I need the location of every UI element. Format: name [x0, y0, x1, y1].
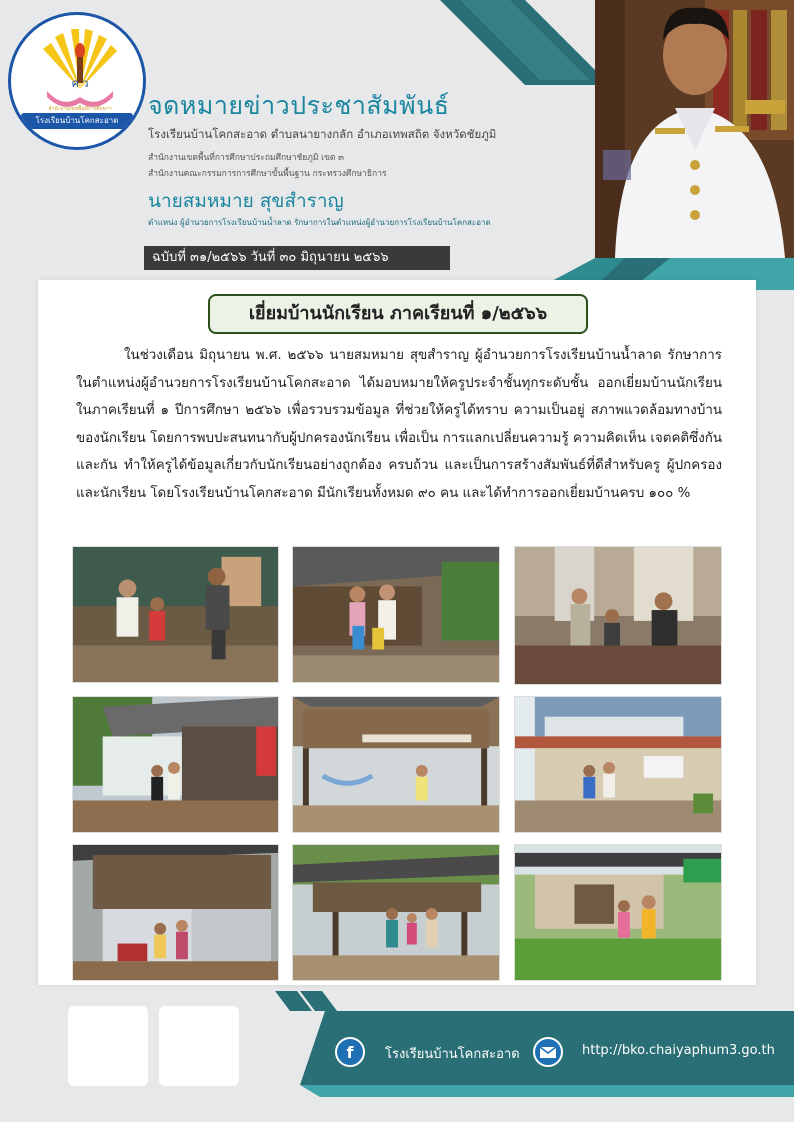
- director-name: นายสมหมาย สุขสำราญ: [148, 190, 344, 212]
- photo-grid: [72, 546, 722, 981]
- article-body: [76, 342, 722, 507]
- footer-qr-box-2: [159, 1006, 239, 1086]
- article-card: [38, 280, 756, 985]
- home-visit-photo-4: [72, 696, 279, 833]
- director-photo: [595, 0, 794, 258]
- svg-text:f: f: [346, 1043, 354, 1062]
- school-logo: [8, 12, 146, 150]
- home-visit-photo-9: [514, 844, 722, 981]
- home-visit-photo-8: [292, 844, 500, 981]
- office-line-2: สำนักงานคณะกรรมการการศึกษาขั้นพื้นฐาน กระทรวงศึกษาธิการ: [148, 169, 387, 179]
- school-address: โรงเรียนบ้านโคกสะอาด ตำบลนายางกลัก อำเภอเทพสถิต จังหวัดชัยภูมิ: [148, 127, 497, 141]
- footer-qr-box-1: [68, 1006, 148, 1086]
- office-line-1: สำนักงานเขตพื้นที่การศึกษาประถมศึกษาชัยภูมิ เขต ๓: [148, 153, 344, 163]
- home-visit-photo-5: [292, 696, 500, 833]
- issue-number-bar: ฉบับที่ ๓๑/๒๕๖๖ วันที่ ๓๐ มิถุนายน ๒๕๖๖: [144, 246, 450, 270]
- article-headline: เยี่ยมบ้านนักเรียน ภาคเรียนที่ ๑/๒๕๖๖: [208, 294, 588, 334]
- home-visit-photo-6: [514, 696, 722, 833]
- page-title: จดหมายข่าวประชาสัมพันธ์: [148, 91, 450, 120]
- home-visit-photo-3: [514, 546, 722, 685]
- logo-banner: โรงเรียนบ้านโคกสะอาด: [21, 113, 133, 129]
- mail-icon[interactable]: [533, 1037, 563, 1067]
- director-role: ตำแหน่ง ผู้อำนวยการโรงเรียนบ้านน้ำลาด รักษาการในตำแหน่งผู้อำนวยการโรงเรียนบ้านโคกสะอาด: [148, 218, 491, 227]
- svg-text:ค ว: ค ว: [71, 77, 89, 90]
- article-paragraph: ในช่วงเดือน มิถุนายน พ.ศ. ๒๕๖๖ นายสมหมาย สุขสำราญ ผู้อำนวยการโรงเรียนบ้านน้ำลาด รักษาการในตำแหน่งผู้อำนวยการโรงเรียนบ้านโคกสะอาด ได้มอบหมายให้ครูประจำชั้นทุกระดับชั้น ออกเยี่ยมบ้านนักเรียน ในภาคเรียนที่ ๑ ปีการศึกษา ๒๕๖๖ เพื่อรวบรวมข้อมูล ที่ช่วยให้ครูได้ทราบ ความเป็นอยู่ สภาพแวดล้อมทางบ้านของนักเรียน โดยการพบปะสนทนากับผู้ปกครองนักเรียน เพื่อเป็น การแลกเปลี่ยนความรู้ ความคิดเห็น เจตคติซึ่งกันและกัน ทำให้ครูได้ข้อมูลเกี่ยวกับนักเรียนอย่างถูกต้อง ครบถ้วน และเป็นการสร้างสัมพันธ์ที่ดีสำหรับครู ผู้ปกครอง และนักเรียน โดยโรงเรียนบ้านโคกสะอาด มีนักเรียนทั้งหมด ๙๐ คน และได้ทำการออกเยี่ยมบ้านครบ ๑๐๐ %: [76, 348, 722, 501]
- home-visit-photo-2: [292, 546, 500, 683]
- logo-subtext: สำนักงานเขตพื้นที่การศึกษาฯ: [48, 106, 112, 112]
- facebook-page-link[interactable]: โรงเรียนบ้านโคกสะอาด: [385, 1047, 520, 1062]
- facebook-icon[interactable]: [335, 1037, 365, 1067]
- home-visit-photo-7: [72, 844, 279, 981]
- home-visit-photo-1: [72, 546, 279, 683]
- website-link[interactable]: http://bko.chaiyaphum3.go.th: [582, 1043, 775, 1058]
